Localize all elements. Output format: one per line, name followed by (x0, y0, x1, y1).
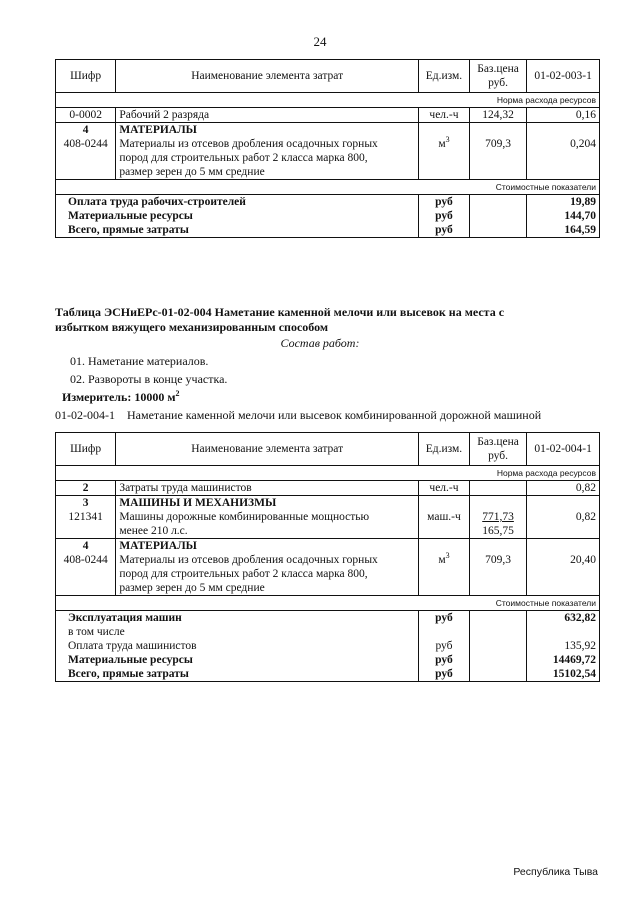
table-row: 408-0244 Материалы из отсевов дробления осадочных горных пород для строительных работ 2 класса марка 800, размер зерен до 5 мм средние $м^3$ 709,3 0,204 (56, 137, 600, 180)
header-norm-code: 01-02-004-1 (527, 433, 600, 466)
header-code: Шифр (56, 60, 116, 93)
table-row: 4 МАТЕРИАЛЫ (56, 539, 600, 554)
norm-label: Норма расхода ресурсов (56, 93, 600, 108)
total-row: Материальные ресурсы руб 144,70 (56, 209, 600, 223)
table-row: 4 МАТЕРИАЛЫ (56, 123, 600, 138)
page-number: 24 (313, 34, 327, 49)
header-price: Баз.цена руб. (469, 433, 526, 466)
cost-label: Стоимостные показатели (56, 180, 600, 195)
total-row: Всего, прямые затраты руб 15102,54 (56, 667, 600, 682)
header-norm-code: 01-02-003-1 (527, 60, 600, 93)
table-row: 121341 Машины дорожные комбинированные мощностью менее 210 л.с. маш.-ч 771,73 165,75 0,82 (56, 510, 600, 539)
total-row: Материальные ресурсы руб 14469,72 (56, 653, 600, 667)
table-row: 3 МАШИНЫ И МЕХАНИЗМЫ (56, 496, 600, 511)
footer-region: Республика Тыва (513, 866, 598, 878)
norm-label: Норма расхода ресурсов (56, 466, 600, 481)
header-code: Шифр (56, 433, 116, 466)
table-row: 2 Затраты труда машинистов чел.-ч 0,82 (56, 481, 600, 496)
work-item: 02. Развороты в конце участка. (70, 372, 228, 386)
total-row: Оплата труда машинистов руб 135,92 (56, 639, 600, 653)
total-row: Всего, прямые затраты руб 164,59 (56, 223, 600, 238)
header-name: Наименование элемента затрат (116, 60, 419, 93)
header-name: Наименование элемента затрат (116, 433, 419, 466)
total-row: Оплата труда рабочих-строителей руб 19,89 (56, 195, 600, 210)
header-price: Баз.цена руб. (469, 60, 526, 93)
cost-table-01-02-003-1 (55, 59, 600, 238)
table-header-row (56, 60, 600, 93)
cost-label: Стоимостные показатели (56, 596, 600, 611)
cost-table-01-02-004-1 (55, 432, 600, 682)
header-unit: Ед.изм. (419, 433, 470, 466)
norm-line: 01-02-004-1 Наметание каменной мелочи или высевок комбинированной дорожной машиной (55, 408, 542, 422)
work-item: 01. Наметание материалов. (70, 354, 209, 368)
table-row: 0-0002 Рабочий 2 разряда чел.-ч 124,32 0,16 (56, 108, 600, 123)
meter: Измеритель: 10000 $м^2$ (62, 389, 180, 404)
total-row: в том числе (56, 625, 600, 639)
table-header-row (56, 433, 600, 466)
works-title: Состав работ: (280, 336, 360, 350)
header-unit: Ед.изм. (419, 60, 470, 93)
table-row: 408-0244 Материалы из отсевов дробления осадочных горных пород для строительных работ 2 класса марка 800, размер зерен до 5 мм средние $м^3$ 709,3 20,40 (56, 553, 600, 596)
section-title: Таблица ЭСНиЕРс-01-02-004 Наметание каменной мелочи или высевок на места с избытком вяжущего механизированным способом (55, 305, 505, 334)
total-row: Эксплуатация машин руб 632,82 (56, 611, 600, 626)
